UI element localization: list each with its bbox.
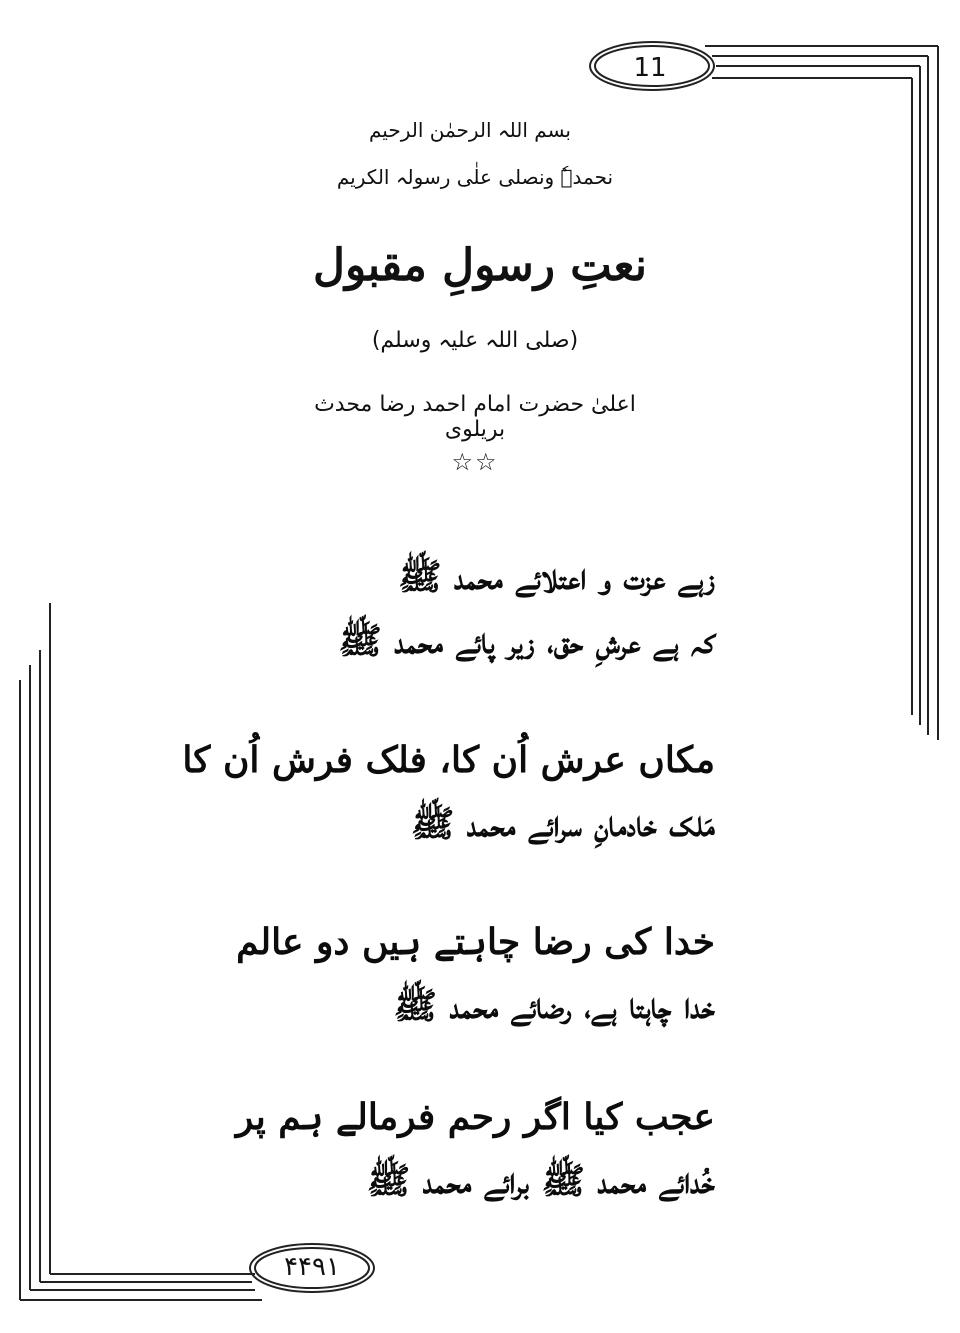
couplet-4 <box>235 1085 715 1213</box>
stars-divider: ☆☆ <box>451 448 499 476</box>
verse-line: خُدائے محمد ﷺ برائے محمد ﷺ <box>366 1160 715 1202</box>
verse-line: کہ ہے عرشِ حق، زیر پائے محمد ﷺ <box>338 620 715 662</box>
verse-line: عجب کیا اگر رحم فرمالے ہم پر <box>235 1096 715 1138</box>
verse-line: مَلک خادمانِ سرائے محمد ﷺ <box>410 803 715 845</box>
page-number-top: 11 <box>633 53 667 83</box>
couplet-1 <box>265 545 715 673</box>
couplet-2 <box>182 728 715 856</box>
author-line: اعلیٰ حضرت امام احمد رضا محدث بریلوی <box>314 392 636 442</box>
page-number-bottom: ۴۴۹۱ <box>284 1252 340 1282</box>
couplet-3 <box>236 910 715 1038</box>
verse-line: خدا چاہتا ہے، رضائے محمد ﷺ <box>393 985 715 1027</box>
salutation-line: نحمدہٗ ونصلی علٰی رسولہ الکریم <box>336 165 614 189</box>
verse-line: زہے عزت و اعتلائے محمد ﷺ <box>398 556 715 598</box>
verse-line: مکاں عرش اُن کا، فلک فرش اُن کا <box>182 739 715 781</box>
page-title: نعتِ رسولِ مقبول <box>313 240 647 291</box>
verse-line: خدا کی رضا چاہتے ہیں دو عالم <box>236 921 715 963</box>
blessing-line: (صلی اللہ علیہ وسلم) <box>371 328 579 353</box>
bismillah-line: بسم اللہ الرحمٰن الرحیم <box>368 118 571 142</box>
